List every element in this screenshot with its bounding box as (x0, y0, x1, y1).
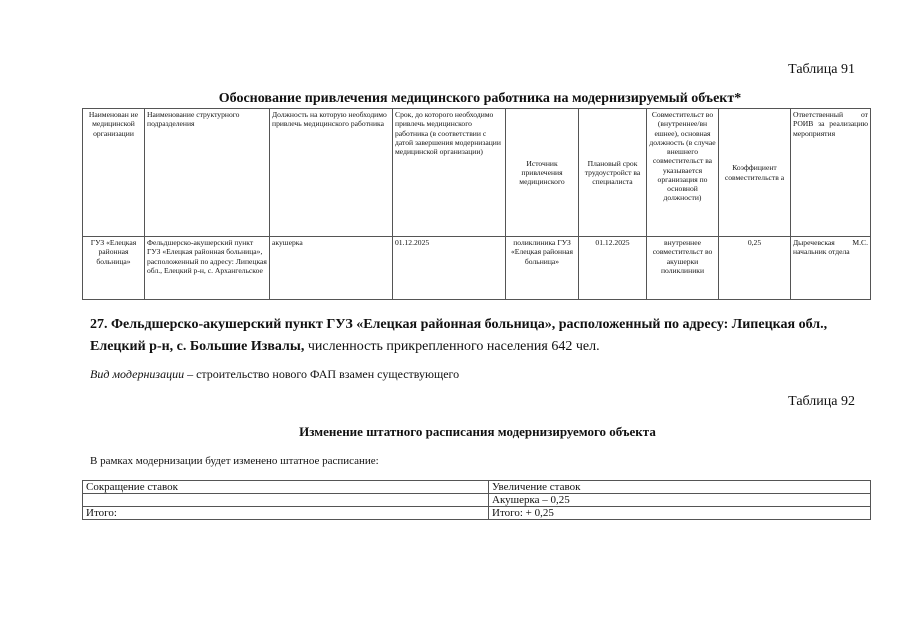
table-91-label: Таблица 91 (788, 62, 855, 77)
header-cell: Плановый срок трудоустройст ва специалиста (579, 109, 647, 237)
header-cell: Ответственный от РОИВ за реализацию мероприятия (791, 109, 871, 237)
justification-table (82, 108, 871, 300)
section-heading (90, 314, 865, 357)
table-cell: Итого: + 0,25 (489, 507, 871, 520)
header-cell: Наименован ие медицинской организации (83, 109, 145, 237)
table-cell (83, 494, 489, 507)
table-cell: акушерка (270, 237, 393, 300)
modernization-type (90, 367, 459, 382)
header-cell: Совместительст во (внутреннее/вн ешнее), основная должность (в случае внешнего совместительст ва указывается организация по основной должности) (647, 109, 719, 237)
header-cell: Наименование структурного подразделения (145, 109, 270, 237)
header-cell: Увеличение ставок (489, 481, 871, 494)
table-header-row (83, 109, 871, 237)
section-heading-bold: 27. Фельдшерско-акушерский пункт ГУЗ «Елецкая районная больница», расположенный по адресу: Липецкая обл., Елецкий р-н, с. Большие Извалы, (90, 317, 828, 354)
table-header-row (83, 481, 871, 494)
table-cell: 01.12.2025 (393, 237, 506, 300)
header-cell: Коэффициент совместительств а (719, 109, 791, 237)
header-cell: Срок, до которого необходимо привлечь медицинского работника (в соответствии с датой завершения модернизации медицинской организации) (393, 109, 506, 237)
staffing-intro: В рамках модернизации будет изменено штатное расписание: (90, 455, 379, 467)
modernization-type-label: Вид модернизации (90, 367, 185, 381)
table-91-title: Обоснование привлечения медицинского работника на модернизируемый объект* (218, 91, 742, 106)
table-cell: Фельдшерско-акушерский пункт ГУЗ «Елецкая районная больница», расположенный по адресу: Липецкая обл., Елецкий р-н, с. Архангельское (145, 237, 270, 300)
table-cell: поликлиника ГУЗ «Елецкая районная больница» (506, 237, 579, 300)
table-cell: Итого: (83, 507, 489, 520)
staffing-table (82, 480, 871, 520)
table-cell: ГУЗ «Елецкая районная больница» (83, 237, 145, 300)
table-92-label: Таблица 92 (788, 394, 855, 409)
table-cell: Дыречевская М.С. начальник отдела (791, 237, 871, 300)
modernization-type-value: – строительство нового ФАП взамен существующего (184, 367, 460, 381)
section-heading-rest: численность прикрепленного населения 642 чел. (304, 338, 600, 354)
table-cell: 0,25 (719, 237, 791, 300)
header-cell: Источник привлечения медицинского (506, 109, 579, 237)
table-92-title: Изменение штатного расписания модернизируемого объекта (299, 424, 656, 439)
table-row (83, 494, 871, 507)
table-cell: внутреннее совместительст во акушерки поликлиники (647, 237, 719, 300)
header-cell: Должность на которую необходимо привлечь медицинского работника (270, 109, 393, 237)
table-cell: 01.12.2025 (579, 237, 647, 300)
table-row (83, 237, 871, 300)
header-cell: Сокращение ставок (83, 481, 489, 494)
table-cell: Акушерка – 0,25 (489, 494, 871, 507)
table-total-row (83, 507, 871, 520)
